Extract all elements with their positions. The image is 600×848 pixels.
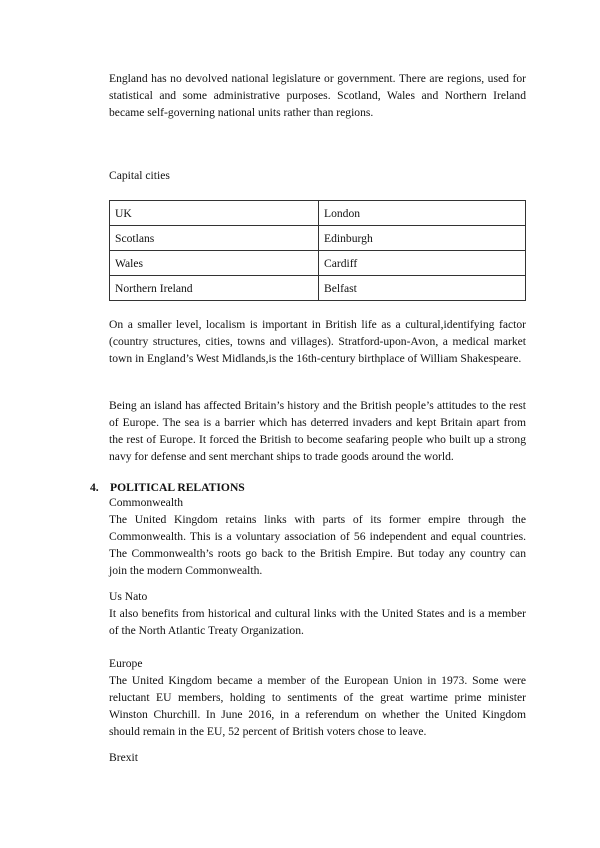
capital-cities-label: Capital cities bbox=[109, 169, 170, 182]
city-cell: Belfast bbox=[319, 276, 526, 301]
europe-title: Europe bbox=[109, 657, 143, 670]
city-cell: Edinburgh bbox=[319, 226, 526, 251]
country-cell: Northern Ireland bbox=[110, 276, 319, 301]
section-title: POLITICAL RELATIONS bbox=[110, 481, 245, 494]
country-cell: Scotlans bbox=[110, 226, 319, 251]
europe-section bbox=[109, 655, 526, 740]
brexit-label: Brexit bbox=[109, 751, 138, 764]
country-cell: UK bbox=[110, 201, 319, 226]
table-row bbox=[110, 251, 526, 276]
intro-paragraph: England has no devolved national legislature or government. There are regions, used for statistical and some administrative purposes. Scotland, Wales and Northern Ireland became self-governing national units rather than regions. bbox=[109, 72, 526, 119]
table-row bbox=[110, 201, 526, 226]
commonwealth-body: The United Kingdom retains links with parts of its former empire through the Commonwealth. This is a voluntary association of 56 independent and equal countries. The Commonwealth’s roots go back to the British Empire. But today any country can join the modern Commonwealth. bbox=[109, 513, 526, 577]
table-row bbox=[110, 276, 526, 301]
capital-cities-table bbox=[109, 200, 526, 301]
city-cell: Cardiff bbox=[319, 251, 526, 276]
usnato-section bbox=[109, 588, 526, 639]
localism-paragraph: On a smaller level, localism is important in British life as a cultural,identifying factor (country structures, cities, towns and villages). Stratford-upon-Avon, a medical market town in England’s West Midlands,is the 16th-century birthplace of William Shakespeare. bbox=[109, 318, 526, 365]
usnato-title: Us Nato bbox=[109, 590, 148, 603]
section-number: 4. bbox=[90, 481, 99, 494]
commonwealth-title: Commonwealth bbox=[109, 496, 184, 509]
commonwealth-section bbox=[109, 494, 526, 579]
europe-body: The United Kingdom became a member of the European Union in 1973. Some were reluctant EU members, holding to sentiments of the great wartime prime minister Winston Churchill. In June 2016, in a referendum on whether the United Kingdom should remain in the EU, 52 percent of British voters chose to leave. bbox=[109, 674, 526, 738]
table-row bbox=[110, 226, 526, 251]
country-cell: Wales bbox=[110, 251, 319, 276]
city-cell: London bbox=[319, 201, 526, 226]
island-paragraph: Being an island has affected Britain’s history and the British people’s attitudes to the rest of Europe. The sea is a barrier which has deterred invaders and kept Britain apart from the rest of Europe. It forced the British to become seafaring people who built up a strong navy for defense and sent merchant ships to trade goods around the world. bbox=[109, 399, 526, 463]
usnato-body: It also benefits from historical and cultural links with the United States and is a member of the North Atlantic Treaty Organization. bbox=[109, 607, 526, 637]
